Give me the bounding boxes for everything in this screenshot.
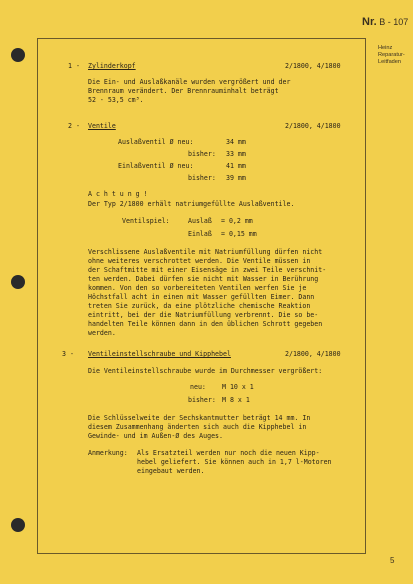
spec-value: M 10 x 1	[222, 383, 254, 391]
body-line: Die Schlüsselweite der Sechskantmutter beträgt 14 mm. In	[88, 414, 311, 422]
body-line: eingebaut werden.	[137, 467, 205, 475]
punch-hole	[11, 518, 25, 532]
spec-value: = 0,15 mm	[221, 230, 257, 238]
section-title: Zylinderkopf	[88, 62, 136, 70]
spec-value: 34 mm	[226, 138, 246, 146]
body-line: ten werden. Dabei dürfen sie nicht mit Wasser in Berührung	[88, 275, 319, 283]
body-line: der Schaftmitte mit einer Eisensäge in zwei Teile verschnit-	[88, 266, 327, 274]
body-line: treten Sie zurück, da eine plötzliche chemische Reaktion	[88, 302, 311, 310]
body-line: Verschlissene Auslaßventile mit Natriumfüllung dürfen nicht	[88, 248, 323, 256]
body-line: hebel geliefert. Sie können auch in 1,7 l-Motoren	[137, 458, 332, 466]
spec-label: Ventilspiel:	[122, 217, 170, 225]
note-label: Anmerkung:	[88, 449, 128, 457]
body-line: eintritt, bei der die Natriumfüllung verbrennt. Die so be-	[88, 311, 319, 319]
spec-label: Einlaß	[188, 230, 212, 238]
body-line: ohne weiteres verschrottet werden. Die Ventile müssen in	[88, 257, 311, 265]
body-line: Die Ventileinstellschraube wurde im Durchmesser vergrößert:	[88, 367, 323, 375]
body-line: Brennraum verändert. Der Brennrauminhalt beträgt	[88, 87, 279, 95]
section-number: 3 -	[62, 350, 74, 358]
section-number: 1 -	[68, 62, 80, 70]
spec-label: neu:	[190, 383, 206, 391]
section-title: Ventileinstellschraube und Kipphebel	[88, 350, 231, 358]
spec-label: bisher:	[188, 174, 216, 182]
spec-value: M 8 x 1	[222, 396, 250, 404]
body-line: werden.	[88, 329, 116, 337]
body-line: Der Typ 2/1800 erhält natriumgefüllte Auslaßventile.	[88, 200, 295, 208]
body-line: Die Ein- und Auslaßkanäle wurden vergrößert und der	[88, 78, 291, 86]
body-line: 52 - 53,5 cm³.	[88, 96, 144, 104]
spec-label: Auslaßventil Ø neu:	[118, 138, 194, 146]
spec-value: = 0,2 mm	[221, 217, 253, 225]
body-line: Als Ersatzteil werden nur noch die neuen Kipp-	[137, 449, 320, 457]
section-models: 2/1800, 4/1800	[285, 122, 341, 130]
spec-value: 41 mm	[226, 162, 246, 170]
spec-label: bisher:	[188, 396, 216, 404]
page-number: 5	[390, 556, 395, 565]
body-line: Gewinde- und im Außen-Ø des Auges.	[88, 432, 223, 440]
section-models: 2/1800, 4/1800	[285, 350, 341, 358]
warning-heading: A c h t u n g !	[88, 190, 148, 198]
punch-hole	[11, 275, 25, 289]
body-line: kommen. Von den so vorbereiteten Ventilen werfen Sie je	[88, 284, 307, 292]
section-number: 2 -	[68, 122, 80, 130]
section-models: 2/1800, 4/1800	[285, 62, 341, 70]
spec-label: Einlaßventil Ø neu:	[118, 162, 194, 170]
punch-hole	[11, 48, 25, 62]
body-line: Höchstfall acht in einen mit Wasser gefüllten Eimer. Dann	[88, 293, 315, 301]
body-line: diesem Zusammenhang änderten sich auch die Kipphebel in	[88, 423, 307, 431]
spec-value: 39 mm	[226, 174, 246, 182]
document-number: Nr. B - 107	[362, 16, 409, 28]
spec-label: Auslaß	[188, 217, 212, 225]
side-label: Heinz Reparatur- Leitfaden	[378, 45, 405, 65]
body-line: handelten Teile können dann in den üblichen Schrott gegeben	[88, 320, 323, 328]
spec-value: 33 mm	[226, 150, 246, 158]
spec-label: bisher:	[188, 150, 216, 158]
section-title: Ventile	[88, 122, 116, 130]
